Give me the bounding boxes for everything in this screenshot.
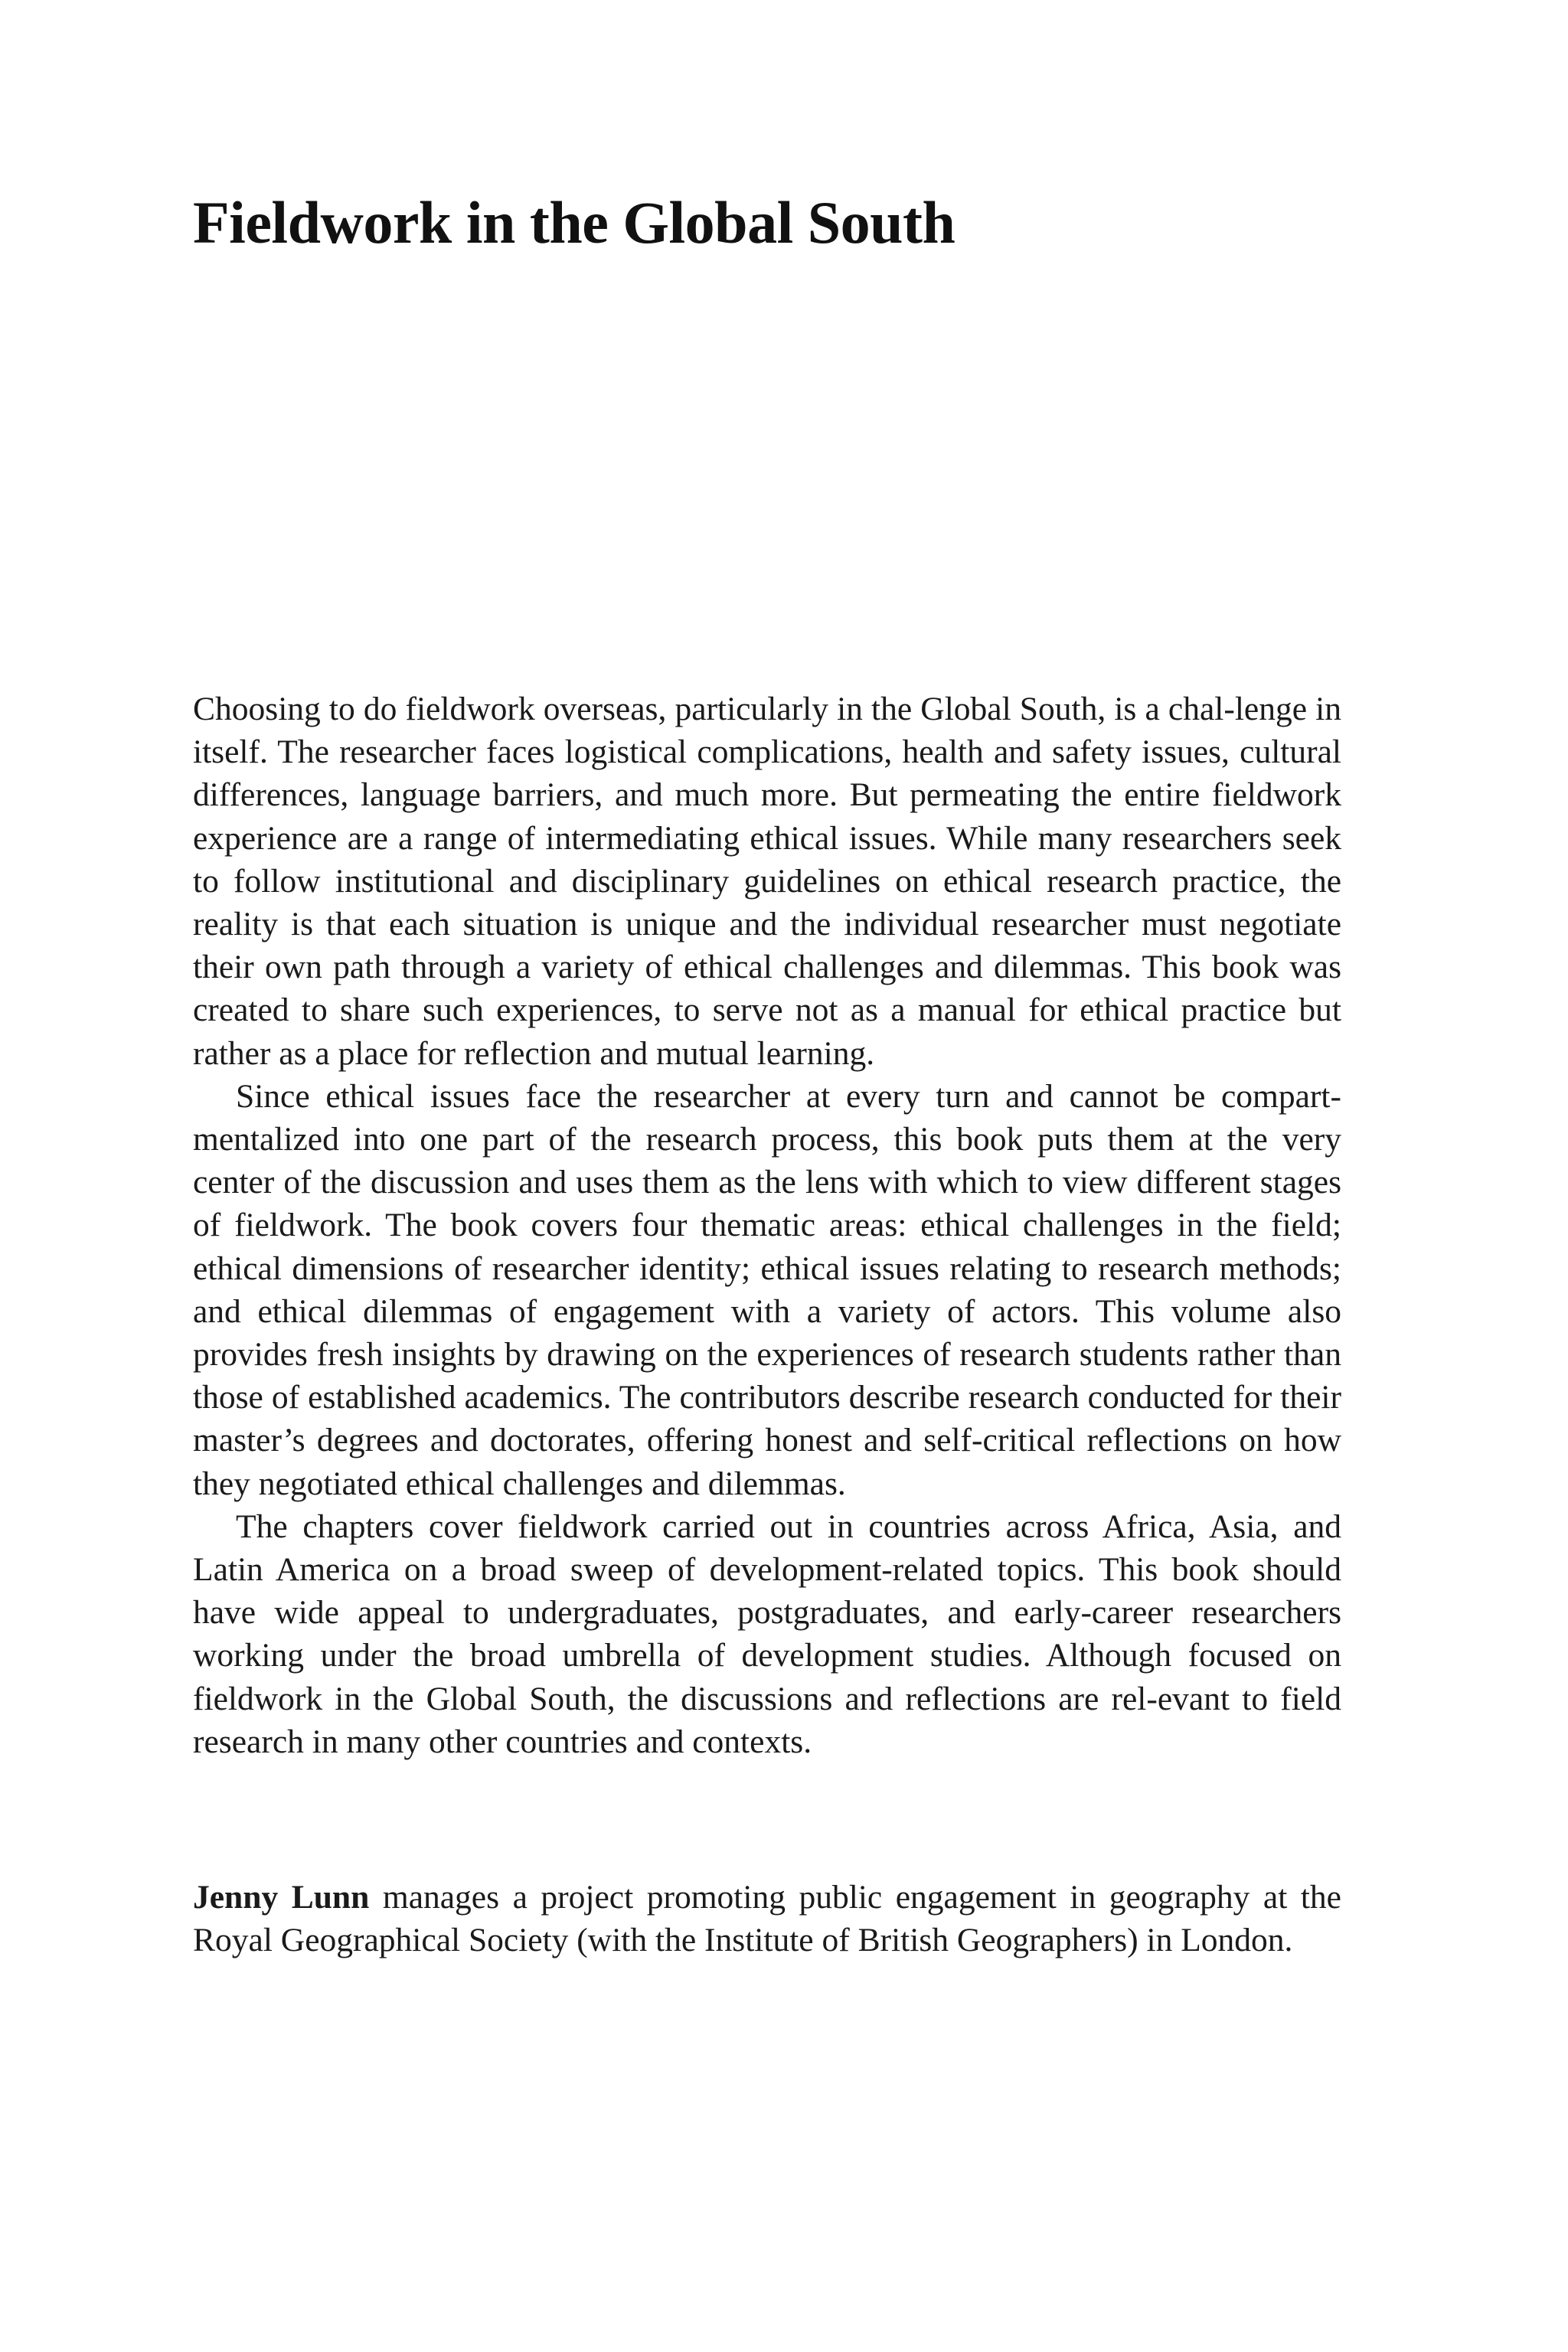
book-title: Fieldwork in the Global South (193, 189, 956, 256)
description-paragraph-3: The chapters cover fieldwork carried out in countries across Africa, Asia, and Latin America on a broad sweep of development-related topics. This book should have wide appeal to undergraduates, postgraduates, and early-career researchers working under the broad umbrella of development studies. Although focused on fieldwork in the Global South, the discussions and reflections are rel-evant to field research in many other countries and contexts. (193, 1508, 1341, 1760)
description-paragraph-2: Since ethical issues face the researcher at every turn and cannot be compart-mentalized into one part of the research process, this book puts them at the very center of the discussion and uses them as the lens with which to view different stages of fieldwork. The book covers four thematic areas: ethical challenges in the field; ethical dimensions of researcher identity; ethical issues relating to research methods; and ethical dilemmas of engagement with a variety of actors. This volume also provides fresh insights by drawing on the experiences of research students rather than those of established academics. The contributors describe research conducted for their master’s degrees and doctorates, offering honest and self-critical reflections on how they negotiated ethical challenges and dilemmas. (193, 1077, 1341, 1502)
book-description (193, 688, 1341, 1763)
author-bio-text: manages a project promoting public engagement in geography at the Royal Geographical Society (with the Institute of British Geographers) in London. (193, 1879, 1341, 1959)
description-paragraph-1: Choosing to do fieldwork overseas, particularly in the Global South, is a chal-lenge in itself. The researcher faces logistical complications, health and safety issues, cultural differences, language barriers, and much more. But permeating the entire fieldwork experience are a range of intermediating ethical issues. While many researchers seek to follow institutional and disciplinary guidelines on ethical research practice, the reality is that each situation is unique and the individual researcher must negotiate their own path through a variety of ethical challenges and dilemmas. This book was created to share such experiences, to serve not as a manual for ethical practice but rather as a place for reflection and mutual learning. (193, 691, 1341, 1072)
author-bio (193, 1876, 1341, 1962)
author-name: Jenny Lunn (193, 1879, 370, 1916)
